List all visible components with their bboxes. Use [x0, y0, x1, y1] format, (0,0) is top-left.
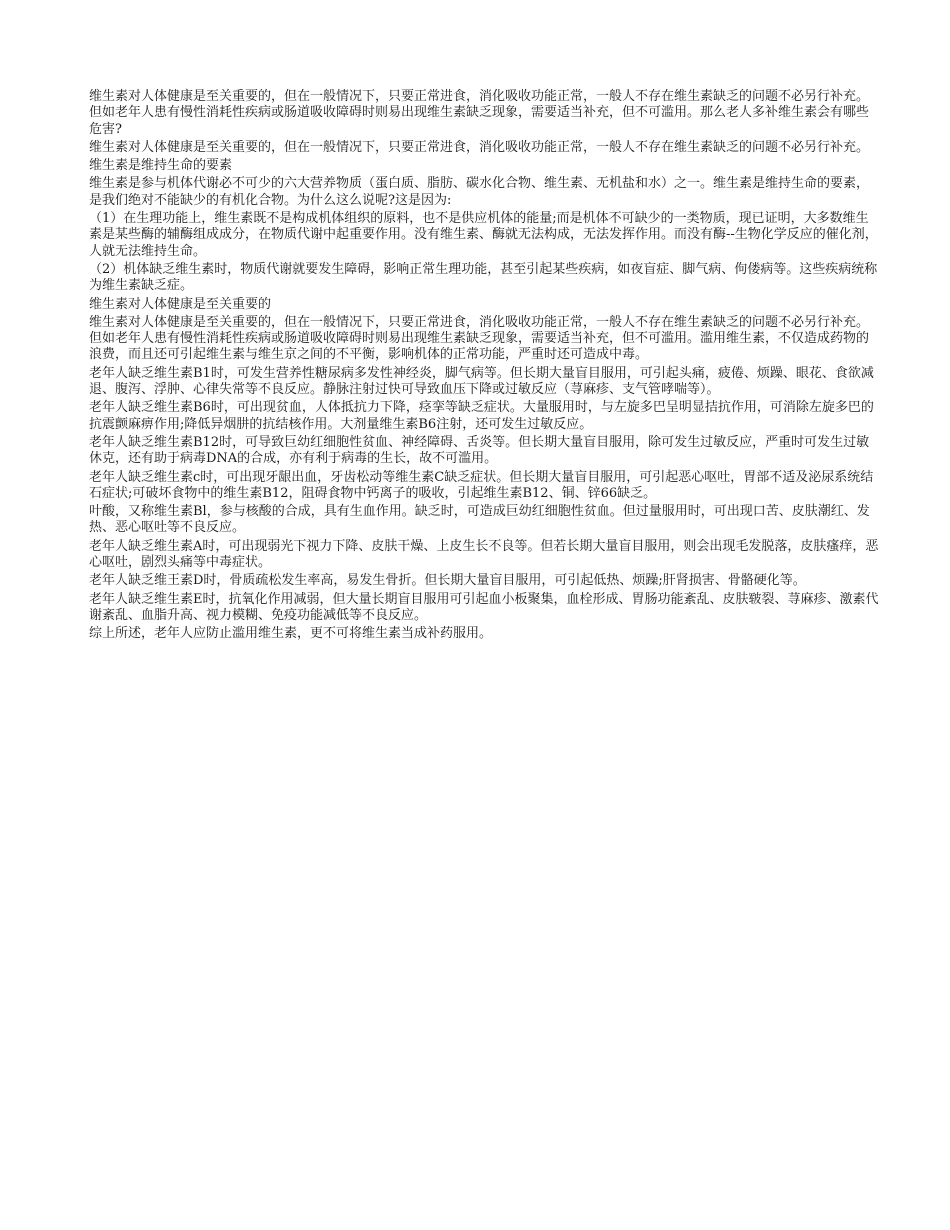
paragraph-vitamin-c: 老年人缺乏维生素c时，可出现牙龈出血，牙齿松动等维生素C缺乏症状。但长期大量盲目服用，可引起恶心呕吐，胃部不适及泌尿系统结石症状;可破坏食物中的维生素B12，阻碍食物中钙离子的吸收，引起维生素B12、铜、锌66缺乏。	[89, 469, 874, 501]
paragraph-folic-acid: 叶酸，又称维生素Bl，参与核酸的合成，具有生血作用。缺乏时，可造成巨幼红细胞性贫血。但过量服用时，可出现口苦、皮肤潮红、发热、恶心呕吐等不良反应。	[89, 504, 870, 536]
paragraph-six-nutrients: 维生素是参与机体代谢必不可少的六大营养物质（蛋白质、脂肪、碳水化合物、维生素、无机盐和水）之一。维生素是维持生命的要素，是我们绝对不能缺少的有机化合物。为什么这么说呢?这是因为:	[89, 176, 870, 208]
paragraph-point-1: （1）在生理功能上，维生素既不是构成机体组织的原料，也不是供应机体的能量;而是机体不可缺少的一类物质，现已证明，大多数维生素是某些酶的辅酶组成成分，在物质代谢中起重要作用。没有维生素、酶就无法构成，无法发挥作用。而没有酶--生物化学反应的催化剂，人就无法维持生命。	[89, 211, 878, 259]
paragraph-point-2: （2）机体缺乏维生素时，物质代谢就要发生障碍，影响正常生理功能，甚至引起某些疾病，如夜盲症、脚气病、佝偻病等。这些疾病统称为维生素缺乏症。	[89, 261, 878, 294]
document-body	[89, 89, 879, 643]
paragraph-conclusion: 综上所述，老年人应防止滥用维生素，更不可将维生素当成补药服用。	[89, 626, 493, 642]
paragraph-vitamin-b12: 老年人缺乏维生素B12时，可导致巨幼红细胞性贫血、神经障碍、舌炎等。但长期大量盲目服用，除可发生过敏反应，严重时可发生过敏休克，还有助于病毒DNA的合成，亦有利于病毒的生长，故不可滥用。	[89, 434, 870, 467]
section-heading-essential: 维生素是维持生命的要素	[89, 158, 233, 174]
paragraph-vitamin-a: 老年人缺乏维生素A时，可出现弱光下视力下降、皮肤干燥、上皮生长不良等。但若长期大量盲目服用，则会出现毛发脱落，皮肤瘙痒，恶心呕吐，剧烈头痛等中毒症状。	[89, 538, 879, 571]
section-heading-important: 维生素对人体健康是至关重要的	[89, 296, 272, 312]
paragraph-vitamin-e: 老年人缺乏维生素E时，抗氧化作用减弱，但大量长期盲目服用可引起血小板聚集，血栓形成、胃肠功能紊乱、皮肤皲裂、荨麻疹、激素代谢紊乱、血脂升高、视力模糊、免疫功能减低等不良反应。	[89, 591, 879, 623]
paragraph-summary: 维生素对人体健康是至关重要的，但在一般情况下，只要正常进食，消化吸收功能正常，一般人不存在维生素缺乏的问题不必另行补充。	[89, 139, 870, 155]
paragraph-vitamin-b1: 老年人缺乏维生素B1时，可发生营养性糖尿病多发性神经炎，脚气病等。但长期大量盲目服用，可引起头痛，疲倦、烦躁、眼花、食欲减退、腹泻、浮肿、心律失常等不良反应。静脉注射过快可导致血压下降或过敏反应（荨麻疹、支气管哮喘等）。	[89, 365, 874, 398]
paragraph-abuse: 维生素对人体健康是至关重要的，但在一般情况下，只要正常进食，消化吸收功能正常，一般人不存在维生素缺乏的问题不必另行补充。但如老年人患有慢性消耗性疾病或肠道吸收障碍时则易出现维生素缺乏现象，需要适当补充，但不可滥用。滥用维生素，不仅造成药物的浪费，而且还可引起维生素与维生京之间的不平衡，影响机体的正常功能，严重时还可造成中毒。	[89, 314, 870, 363]
paragraph-intro: 维生素对人体健康是至关重要的，但在一般情况下，只要正常进食，消化吸收功能正常，一般人不存在维生素缺乏的问题不必另行补充。但如老年人患有慢性消耗性疾病或肠道吸收障碍时则易出现维生素缺乏现象，需要适当补充，但不可滥用。那么老人多补维生素会有哪些危害?	[89, 89, 870, 137]
paragraph-vitamin-b6: 老年人缺乏维生素B6时，可出现贫血，人体抵抗力下降，痉挛等缺乏症状。大量服用时，与左旋多巴呈明显拮抗作用，可消除左旋多巴的抗震颤麻痹作用;降低异烟肼的抗结核作用。大剂量维生素B6注射，还可发生过敏反应。	[89, 400, 874, 432]
paragraph-vitamin-d: 老年人缺乏维王素D时，骨质疏松发生率高，易发生骨折。但长期大量盲目服用，可引起低热、烦躁;肝肾损害、骨骼硬化等。	[89, 573, 806, 589]
